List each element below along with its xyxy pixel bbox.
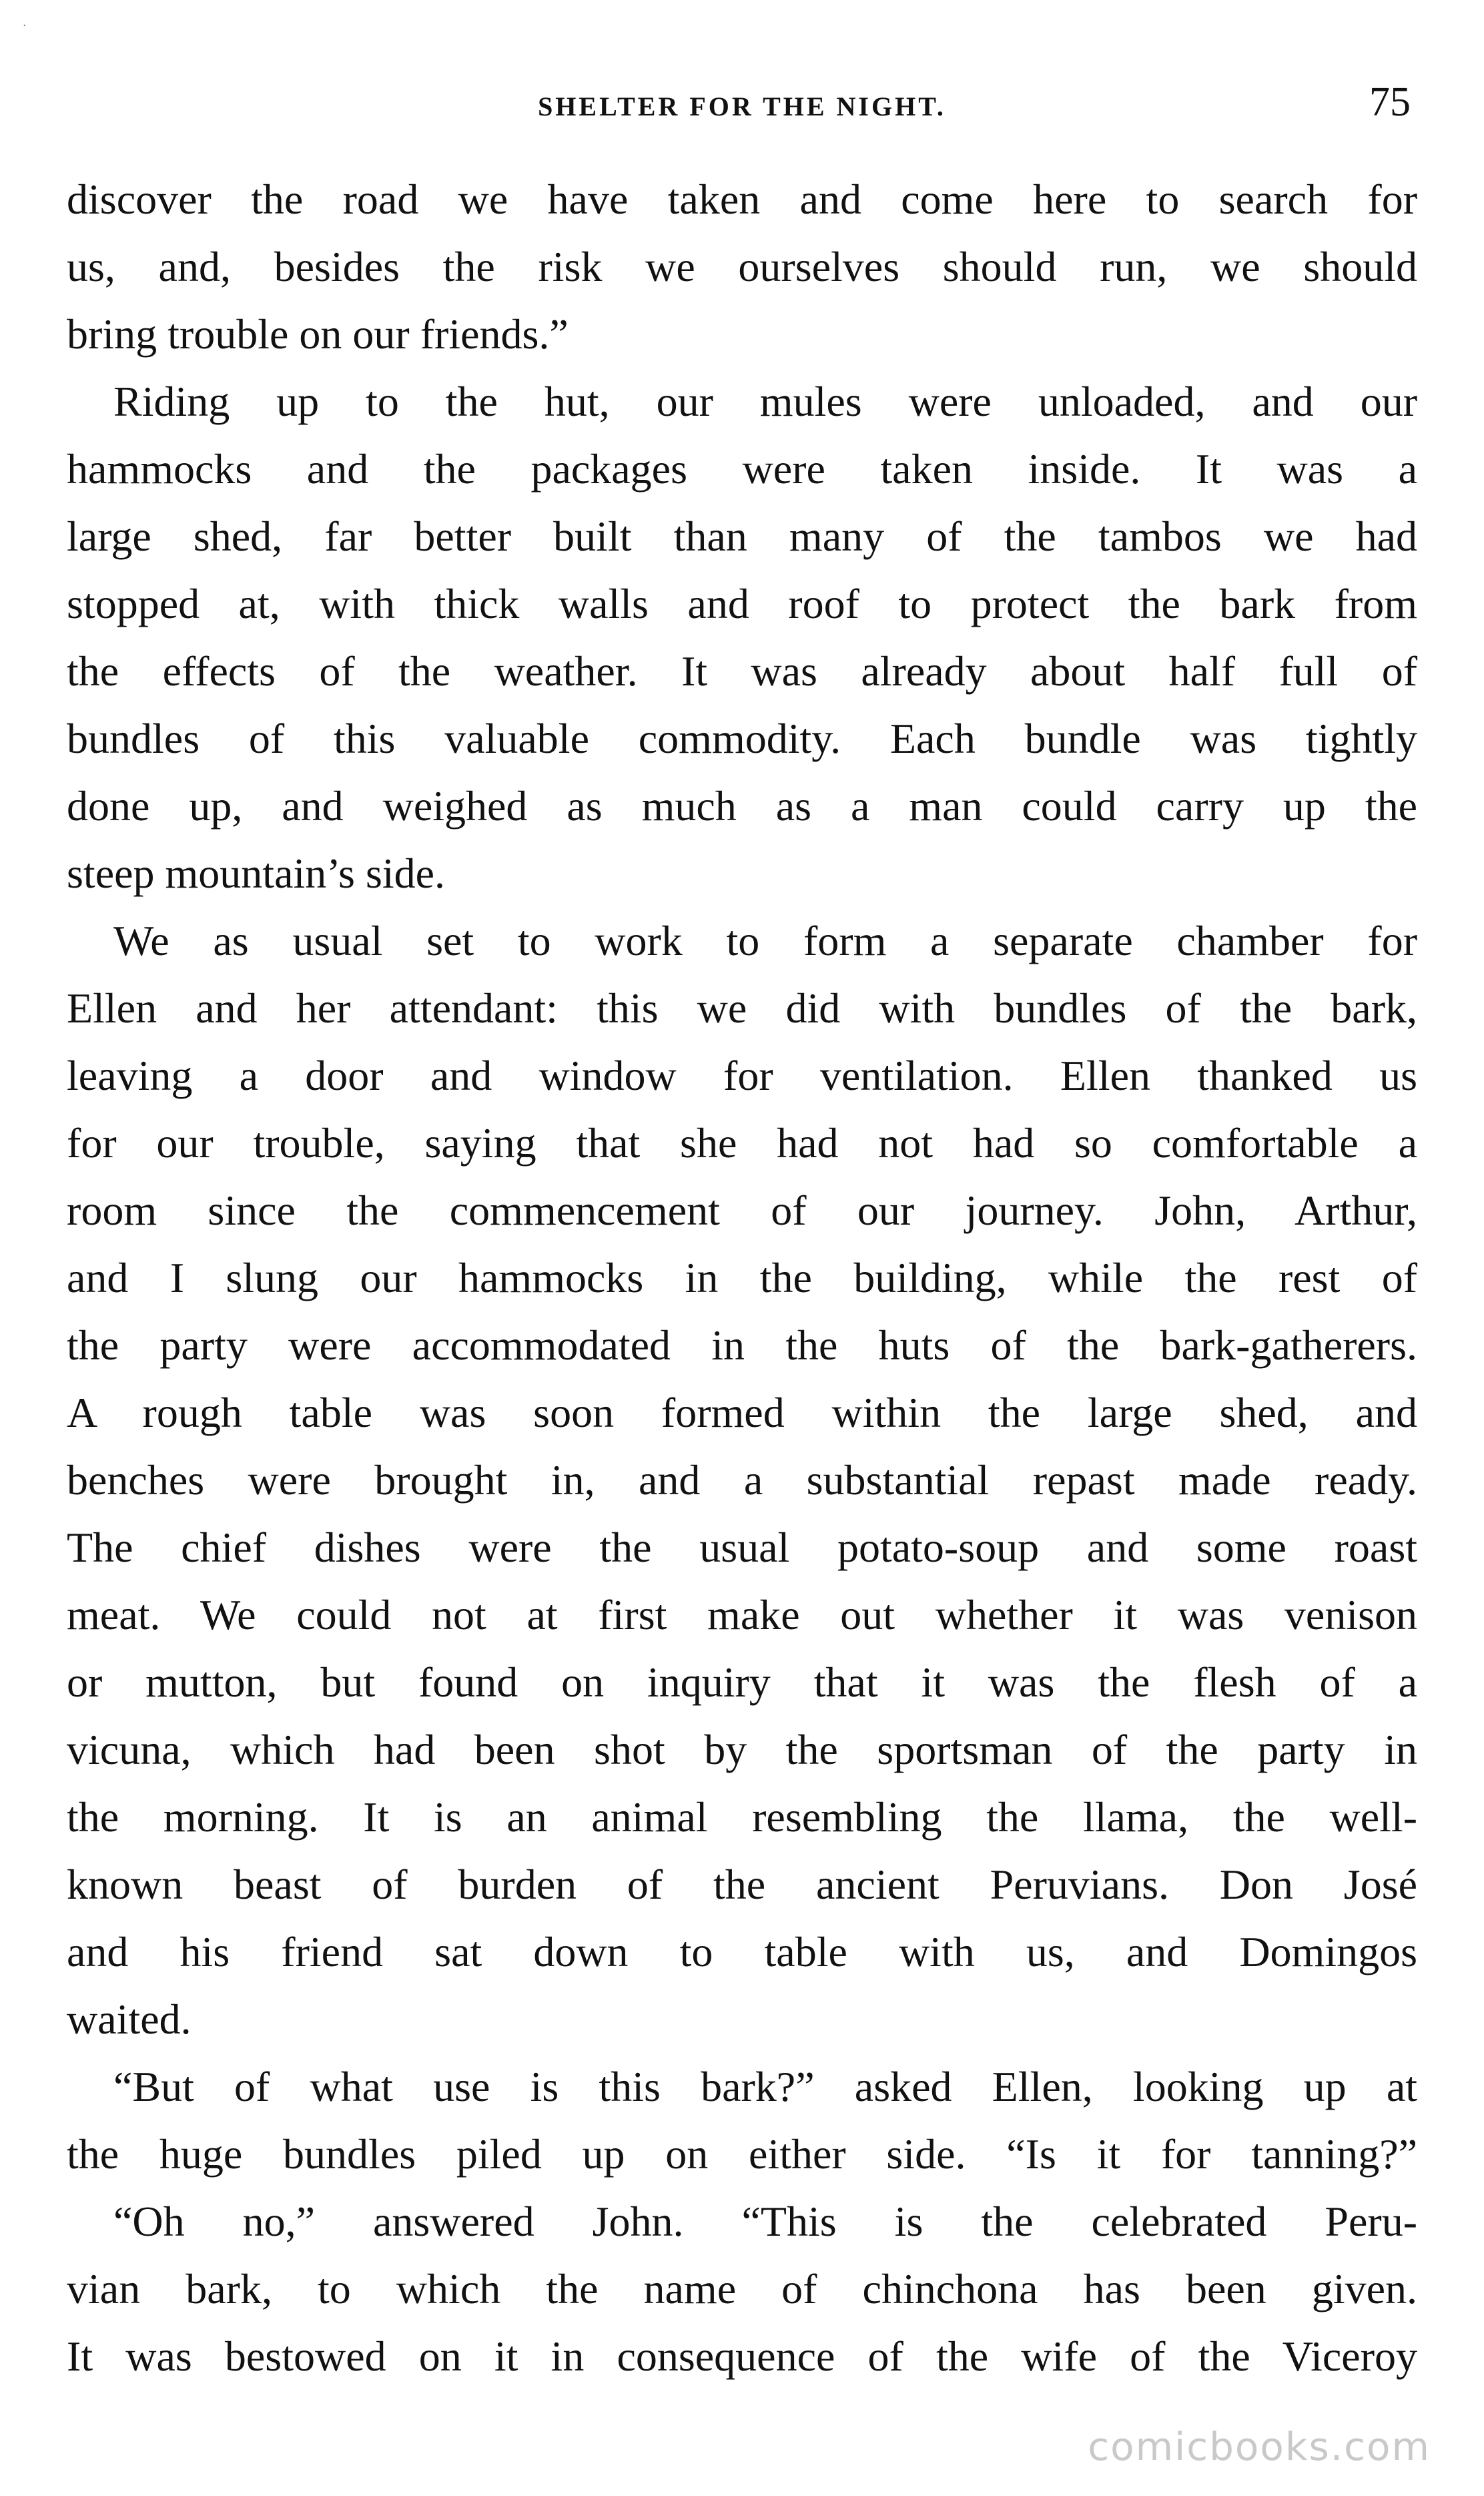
text-line: We as usual set to work to form a separate chamber for <box>113 917 1417 964</box>
text-line: discover the road we have taken and come here to search for <box>67 176 1417 223</box>
text-line: the morning. It is an animal resembling the llama, the well- <box>67 1793 1417 1841</box>
text-line: room since the commencement of our journey. John, Arthur, <box>67 1187 1417 1234</box>
text-line: Ellen and her attendant: this we did with bundles of the bark, <box>67 984 1417 1032</box>
text-line: and I slung our hammocks in the building, while the rest of <box>67 1254 1417 1301</box>
text-line: “But of what use is this bark?” asked Ellen, looking up at <box>113 2063 1417 2110</box>
text-line: steep mountain’s side. <box>67 850 446 897</box>
text-line: stopped at, with thick walls and roof to protect the bark from <box>67 580 1417 627</box>
body-text <box>67 166 1417 2390</box>
text-line: the effects of the weather. It was already about half full of <box>67 647 1417 695</box>
text-line: vian bark, to which the name of chinchona has been given. <box>67 2265 1417 2312</box>
text-line: us, and, besides the risk we ourselves should run, we should <box>67 243 1417 290</box>
text-line: Riding up to the hut, our mules were unloaded, and our <box>113 378 1417 425</box>
text-line: leaving a door and window for ventilation. Ellen thanked us <box>67 1052 1417 1099</box>
text-line: vicuna, which had been shot by the sportsman of the party in <box>67 1726 1417 1773</box>
text-line: meat. We could not at first make out whether it was venison <box>67 1591 1417 1638</box>
text-line: the huge bundles piled up on either side. “Is it for tanning?” <box>67 2130 1417 2178</box>
text-line: waited. <box>67 1995 192 2043</box>
watermark: comicbooks.com <box>1088 2424 1431 2469</box>
text-line: hammocks and the packages were taken inside. It was a <box>67 445 1417 493</box>
text-line: done up, and weighed as much as a man could carry up the <box>67 782 1417 830</box>
scan-speck: · <box>23 19 27 33</box>
text-line: A rough table was soon formed within the large shed, and <box>67 1389 1417 1436</box>
text-line: The chief dishes were the usual potato-soup and some roast <box>67 1524 1417 1571</box>
page-number: 75 <box>1369 79 1411 125</box>
running-title: SHELTER FOR THE NIGHT. <box>538 91 946 121</box>
text-line: large shed, far better built than many of the tambos we had <box>67 513 1417 560</box>
text-line: the party were accommodated in the huts of the bark-gatherers. <box>67 1321 1417 1369</box>
text-line: “Oh no,” answered John. “This is the celebrated Peru- <box>113 2198 1417 2245</box>
text-line: and his friend sat down to table with us, and Domingos <box>67 1928 1417 1975</box>
text-line: for our trouble, saying that she had not had so comfortable a <box>67 1119 1417 1167</box>
text-line: or mutton, but found on inquiry that it was the flesh of a <box>67 1658 1417 1706</box>
text-line: benches were brought in, and a substantial repast made ready. <box>67 1456 1417 1504</box>
text-line: known beast of burden of the ancient Peruvians. Don José <box>67 1861 1417 1908</box>
text-line: It was bestowed on it in consequence of the wife of the Viceroy <box>67 2332 1417 2380</box>
page-header <box>67 79 1417 132</box>
text-line: bundles of this valuable commodity. Each bundle was tightly <box>67 715 1417 762</box>
text-line: bring trouble on our friends.” <box>67 310 569 358</box>
